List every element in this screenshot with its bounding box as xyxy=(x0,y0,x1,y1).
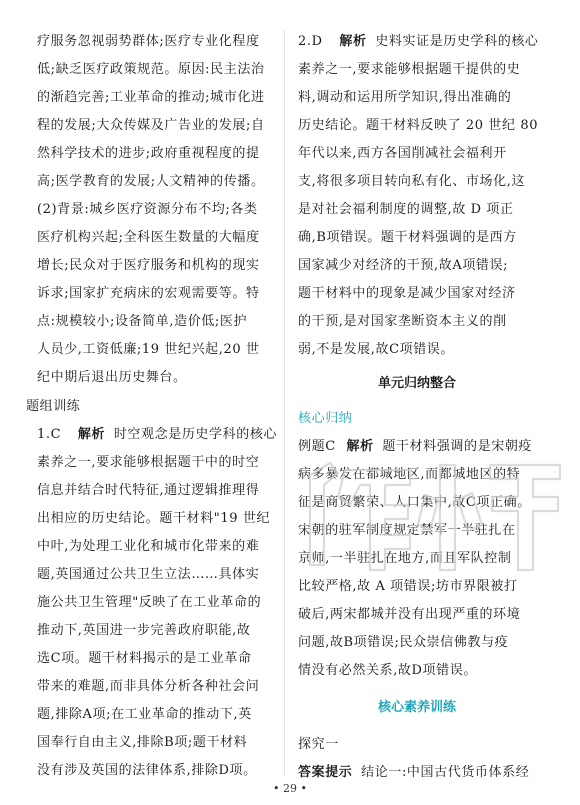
column-divider xyxy=(284,30,285,775)
page-number: • 29 • xyxy=(273,782,307,795)
answer-hint-label: 答案提示 xyxy=(298,765,353,780)
text-line: 素养之一,要求能够根据题干提供的史 xyxy=(298,62,521,77)
example-label: 例题C xyxy=(298,439,336,454)
text-line: 医疗机构兴起;全科医生数量的大幅度 xyxy=(37,230,260,245)
text-line: 比较严格,故 A 项错误;坊市界限被打 xyxy=(298,579,518,594)
text-line: 素养之一,要求能够根据题干中的时空 xyxy=(37,455,260,470)
text-line: 宋朝的驻军制度规定禁军一半驻扎在 xyxy=(298,523,516,538)
text-line: 确,B项错误。题干材料强调的是西方 xyxy=(298,230,517,245)
text-line: 是对社会福利制度的调整,故 D 项正 xyxy=(298,202,514,217)
core-literacy-title: 核心素养训练 xyxy=(377,700,456,715)
question-text: 时空观念是历史学科的核心 xyxy=(113,427,278,442)
text-line: 国奉行自由主义,排除B项;题干材料 xyxy=(37,735,248,750)
text-line: 纪中期后退出历史舞台。 xyxy=(37,370,187,385)
answer-hint-text: 结论一:中国古代货币体系经 xyxy=(361,765,530,780)
explore-heading: 探究一 xyxy=(298,737,339,752)
text-line: 选C项。题干材料揭示的是工业革命 xyxy=(37,651,252,666)
text-line: 带来的难题,而非具体分析各种社会问 xyxy=(37,679,260,694)
text-line: 施公共卫生管理"反映了在工业革命的 xyxy=(37,595,262,610)
text-line: 京师,一半驻扎在地方,而且军队控制 xyxy=(298,551,512,566)
text-line: (2)背景:城乡医疗资源分布不均;各类 xyxy=(37,202,258,217)
unit-title: 单元归纳整合 xyxy=(377,376,456,391)
text-line: 诉求;国家扩充病床的宏观需要等。特 xyxy=(37,286,260,301)
question-1-first-line xyxy=(37,427,277,443)
text-line: 高;医学教育的发展;人文精神的传播。 xyxy=(37,174,265,189)
question-2-first-line xyxy=(298,34,539,50)
text-line: 中叶,为处理工业化和城市化带来的难 xyxy=(37,539,260,554)
text-line: 低;缺乏医疗政策规范。原因:民主法治 xyxy=(37,62,265,77)
text-line: 历史结论。题干材料反映了 20 世纪 80 xyxy=(298,118,539,133)
text-line: 增长;民众对于医疗服务和机构的现实 xyxy=(37,258,260,273)
analysis-label: 解析 xyxy=(346,439,374,454)
example-text: 题干材料强调的是宋朝疫 xyxy=(382,439,533,454)
text-line: 题,英国通过公共卫生立法……具体实 xyxy=(37,567,260,582)
text-line: 支,将很多项目转向私有化、市场化,这 xyxy=(298,174,526,189)
text-line: 没有涉及英国的法律体系,排除D项。 xyxy=(37,763,257,778)
text-line: 出相应的历史结论。题干材料"19 世纪 xyxy=(37,511,271,526)
text-line: 程的发展;大众传媒及广告业的发展;自 xyxy=(37,118,265,133)
text-line: 国家减少对经济的干预,故A项错误; xyxy=(298,258,509,273)
text-line: 推动下,英国进一步完善政府职能,故 xyxy=(37,623,251,638)
text-line: 点:规模较小;设备简单,造价低;医护 xyxy=(37,314,248,329)
text-line: 信息并结合时代特征,通过逻辑推理得 xyxy=(37,483,260,498)
core-summary-title: 核心归纳 xyxy=(298,411,353,426)
analysis-label: 解析 xyxy=(77,427,106,442)
section-heading: 题组训练 xyxy=(26,399,81,414)
text-line: 题,排除A项;在工业革命的推动下,英 xyxy=(37,707,252,722)
example-first-line xyxy=(298,439,532,455)
text-line: 弱,不是发展,故C项错误。 xyxy=(298,342,455,357)
text-line: 然科学技术的进步;政府重视程度的提 xyxy=(37,146,260,161)
question-text: 史料实证是历史学科的核心 xyxy=(375,34,539,49)
text-line: 年代以来,西方各国削减社会福利开 xyxy=(298,146,507,161)
answer-hint-line xyxy=(298,765,529,781)
text-line: 问题,故B项错误;民众崇信佛教与疫 xyxy=(298,635,509,650)
text-line: 的渐趋完善;工业革命的推动;城市化进 xyxy=(37,90,265,105)
text-line: 人员少,工资低廉;19 世纪兴起,20 世 xyxy=(37,342,260,357)
text-line: 情没有必然关系,故D项错误。 xyxy=(298,663,477,678)
text-line: 破后,两宋都城并没有出现严重的环境 xyxy=(298,607,521,622)
question-number: 2.D xyxy=(298,34,323,49)
text-line: 征是商贸繁荣、人口集中,故C项正确。 xyxy=(298,495,531,510)
text-line: 料,调动和运用所学知识,得出准确的 xyxy=(298,90,512,105)
text-line: 题干材料中的现象是减少国家对经济 xyxy=(298,286,516,301)
analysis-label: 解析 xyxy=(339,34,367,49)
question-number: 1.C xyxy=(37,427,62,442)
text-line: 病多暴发在都城地区,而都城地区的特 xyxy=(298,467,521,482)
text-line: 的干预,是对国家垄断资本主义的削 xyxy=(298,314,507,329)
text-line: 疗服务忽视弱势群体;医疗专业化程度 xyxy=(37,34,260,49)
